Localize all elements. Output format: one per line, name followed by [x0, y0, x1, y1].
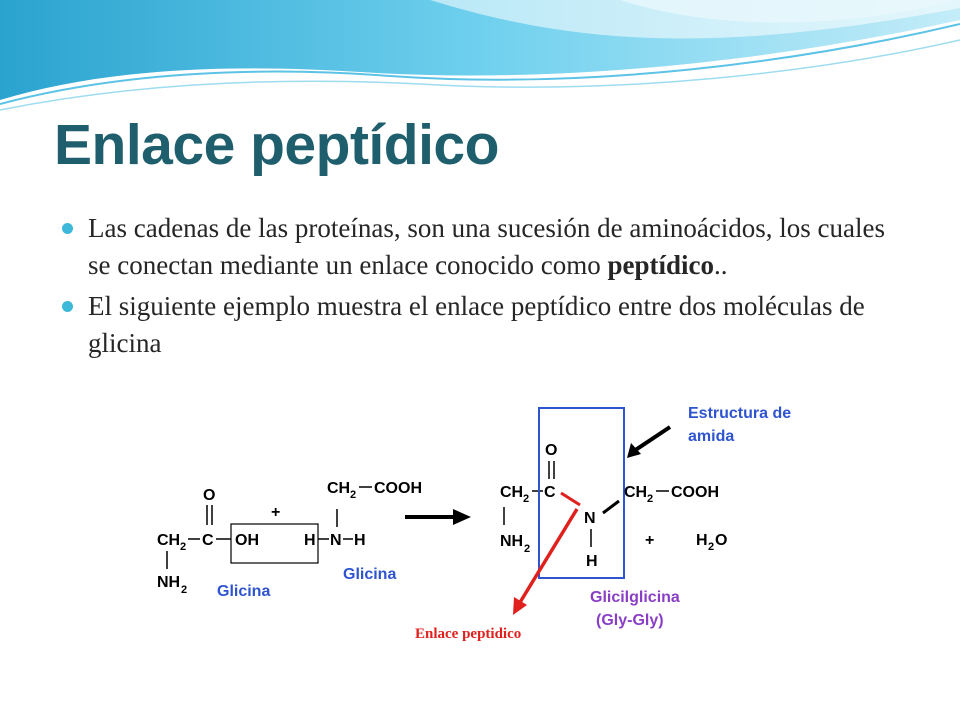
atom-c: C [544, 484, 556, 501]
atom-nh: NH [500, 533, 524, 550]
bullet-text-part: Las cadenas de las proteínas, son una sucesión de aminoácidos, los cuales se conectan mediante un enlace conocido como [88, 213, 886, 280]
label-estructura-de: Estructura de [688, 405, 792, 422]
plus-sign: + [271, 504, 281, 521]
plus-sign: + [645, 532, 655, 549]
reaction-scheme [147, 383, 823, 656]
label-glicina-2: Glicina [343, 566, 397, 583]
amide-pointer-arrowhead [627, 443, 641, 458]
subscript-2: 2 [181, 584, 188, 596]
bullet-dot [62, 223, 73, 234]
atom-n: N [330, 532, 342, 549]
atom-n: N [584, 510, 596, 527]
peptide-bond-arrow [519, 509, 577, 604]
atom-h: H [354, 532, 366, 549]
peptide-bond-diagram [147, 383, 823, 656]
subscript-2: 2 [350, 489, 357, 501]
bullet-bold-term: peptídico [607, 250, 715, 280]
bullet-item [62, 210, 912, 284]
atom-ch: CH [327, 480, 351, 497]
subscript-2: 2 [647, 493, 654, 505]
label-glicina-1: Glicina [217, 583, 271, 600]
bullet-text-end: .. [714, 250, 728, 280]
bullet-list [62, 210, 912, 366]
amide-pointer-arrow [634, 427, 670, 451]
header-wave-decoration [0, 0, 960, 120]
atom-ch: CH [624, 484, 648, 501]
label-enlace-peptidico: Enlace peptidico [415, 626, 522, 642]
peptide-bond-mark [561, 493, 580, 505]
subscript-2: 2 [708, 541, 715, 553]
atom-nh: NH [157, 574, 181, 591]
water-h: H [696, 532, 708, 549]
water-o: O [715, 532, 728, 549]
atom-cooh: COOH [671, 484, 719, 501]
atom-ch: CH [500, 484, 524, 501]
atom-o: O [545, 442, 558, 459]
label-glicilglicina: Glicilglicina [590, 589, 680, 606]
atom-cooh: COOH [374, 480, 422, 497]
slide-title: Enlace peptídico [54, 113, 499, 177]
subscript-2: 2 [180, 541, 187, 553]
label-gly-gly: (Gly-Gly) [596, 612, 664, 629]
atom-o: O [203, 487, 216, 504]
bullet-dot [62, 301, 73, 312]
atom-h: H [304, 532, 316, 549]
bullet-item [62, 288, 912, 362]
bullet-text: El siguiente ejemplo muestra el enlace peptídico entre dos moléculas de glicina [88, 291, 865, 358]
reaction-arrowhead [453, 509, 471, 525]
atom-ch: CH [157, 532, 181, 549]
label-amida: amida [688, 428, 735, 445]
atom-h: H [586, 553, 598, 570]
atom-c: C [202, 532, 214, 549]
bond [603, 501, 619, 513]
atom-oh: OH [235, 532, 259, 549]
subscript-2: 2 [523, 493, 530, 505]
subscript-2: 2 [524, 543, 531, 555]
